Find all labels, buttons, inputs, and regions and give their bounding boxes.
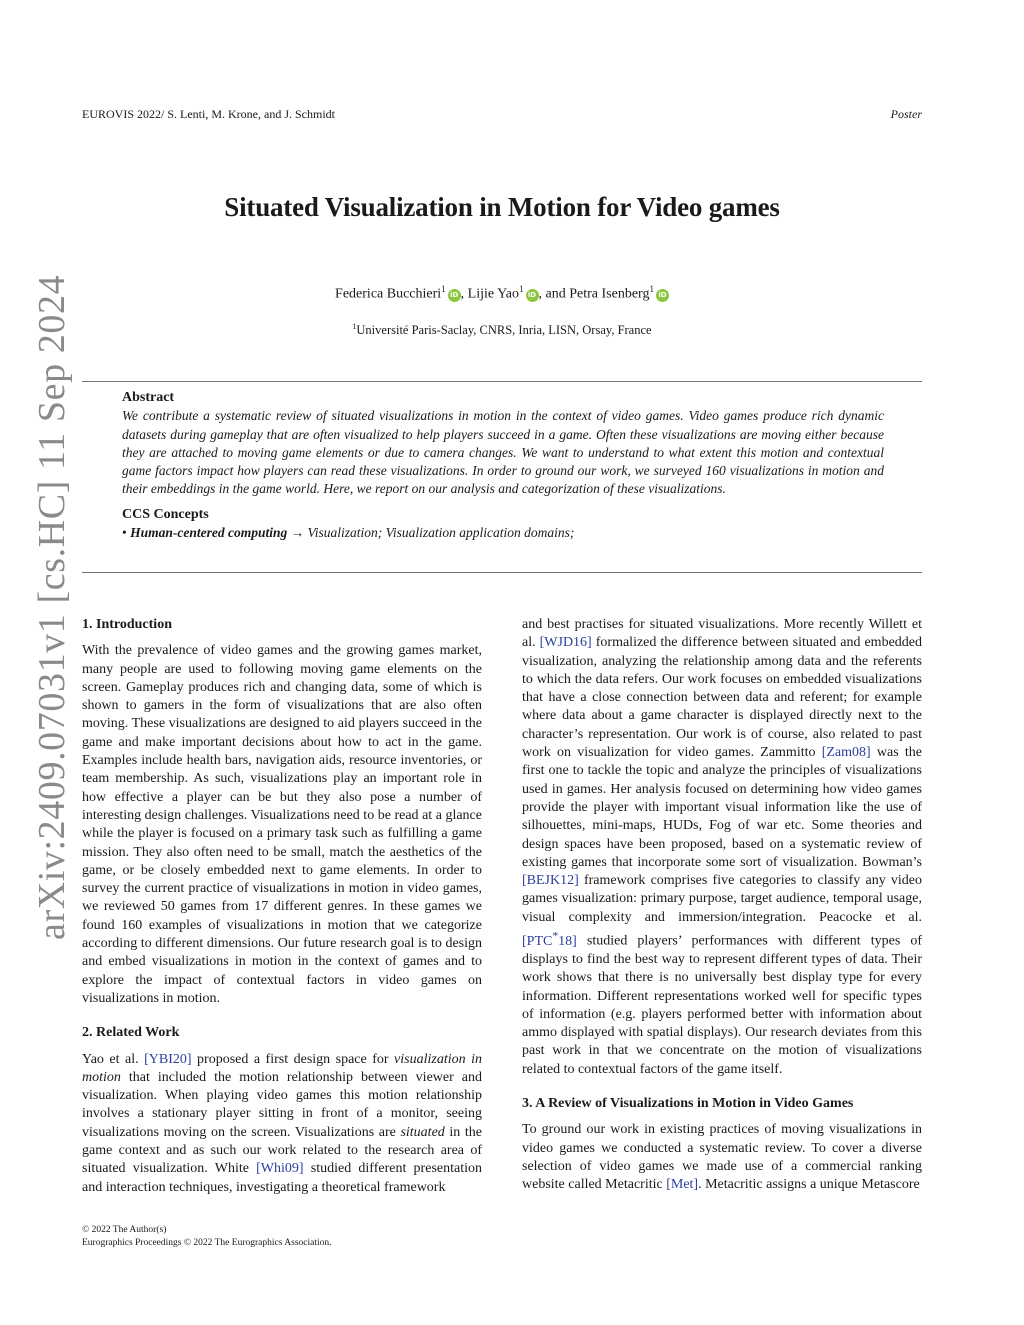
emphasis: visualization in motion — [82, 1051, 482, 1085]
orcid-icon[interactable]: iD — [656, 289, 669, 302]
ccs-subcategory: Visualization; Visualization application domains; — [307, 525, 575, 541]
ccs-arrow: → — [287, 525, 308, 541]
right-column — [522, 616, 922, 1195]
ccs-concepts — [122, 524, 884, 542]
citation-link[interactable]: [BEJK12] — [522, 873, 579, 889]
orcid-icon[interactable]: iD — [526, 289, 539, 302]
ccs-category: Human-centered computing — [130, 525, 288, 541]
citation-link[interactable]: [WJD16] — [539, 635, 592, 651]
citation-link[interactable]: [Met] — [666, 1177, 699, 1193]
author-separator: , — [460, 286, 468, 302]
text-run: Yao et al. — [82, 1051, 145, 1067]
abstract-text: We contribute a systematic review of situated visualizations in motion in the context of video games. Video games produce rich dynamic datasets during gameplay that are often visualized to help players succeed in a game. Often these visualizations are moving either because they are attached to moving game elements or due to camera changes. We want to understand to what extent this motion and contextual game factors impact how players can read these visualizations. In order to ground our work, we surveyed 160 visualizations in motion and their embeddings in the game world. Here, we report on our analysis and categorization of these visualizations. — [122, 408, 884, 497]
text-run: . Metacritic assigns a unique Metascore — [698, 1177, 920, 1193]
abstract-top-rule — [82, 381, 922, 382]
author-name: Lijie Yao — [467, 286, 520, 302]
related-work-continued — [522, 616, 922, 1079]
copyright-footer — [82, 1224, 332, 1250]
citation-link[interactable]: [YBI20] — [144, 1051, 192, 1067]
citation-part: [PTC — [522, 933, 553, 949]
abstract-bottom-rule — [82, 572, 922, 573]
citation-link[interactable]: [Zam08] — [821, 745, 871, 761]
author-separator: , and — [538, 286, 570, 302]
citation-link[interactable]: [Whi09] — [256, 1161, 304, 1177]
section-heading-review: 3. A Review of Visualizations in Motion in Video Games — [522, 1096, 854, 1112]
text-run: and best practises for situated visualizations. More recently Willett et al. — [522, 617, 922, 651]
ccs-heading: CCS Concepts — [122, 506, 209, 522]
poster-label: Poster — [890, 107, 922, 121]
author-affil-mark: 1 — [519, 284, 524, 294]
author-affil-mark: 1 — [649, 284, 654, 294]
left-column — [82, 616, 482, 1197]
text-run: studied different presentation and interaction techniques, investigating a theoretical framework — [82, 1161, 482, 1195]
paper-title: Situated Visualization in Motion for Video games — [224, 192, 780, 222]
citation-star: * — [552, 929, 559, 943]
related-work-text — [82, 1051, 482, 1197]
text-run: formalized the difference between situated and embedded visualization, analyzing the relationship among data and the referents to which the data refers. Our work focuses on embedded visualizations that have a close connection between data and referent; for example where data about a game character is displayed directly next to the character’s representation. Our work is of course, also related to past work on visualization for video games. Zammitto — [522, 635, 922, 761]
text-run: framework comprises five categories to classify any video games visualization: primary purpose, target audience, temporal usage, visual complexity and immersion/integration. Peacocke et al. — [522, 873, 922, 925]
text-run: proposed a first design space for — [191, 1051, 395, 1067]
abstract-heading: Abstract — [122, 390, 175, 405]
citation-part: 18] — [558, 933, 577, 949]
affiliation — [0, 322, 1004, 338]
author-list — [0, 284, 1004, 303]
running-header: EUROVIS 2022/ S. Lenti, M. Krone, and J. Schmidt — [82, 107, 335, 121]
author-name: Federica Bucchieri — [335, 286, 442, 302]
section-heading-related-work: 2. Related Work — [82, 1025, 180, 1041]
review-text — [522, 1121, 922, 1194]
arxiv-stamp: arXiv:2409.07031v1 [cs.HC] 11 Sep 2024 — [31, 274, 73, 940]
author-affil-mark: 1 — [441, 284, 446, 294]
footer-proceedings: Eurographics Proceedings © 2022 The Eurographics Association. — [82, 1238, 332, 1248]
text-run: was the first one to tackle the topic and analyze the principles of visualizations used in games. Her analysis focused on determining how video games provide the player with important visual information like the use of silhouettes, mini-maps, HUDs, Fog of war etc. Some theories and design spaces have been proposed, based on a systematic review of existing games that incorporate some sort of visualization. Bowman’s — [522, 745, 922, 870]
footer-copyright: © 2022 The Author(s) — [82, 1225, 167, 1235]
affiliation-text: Université Paris-Saclay, CNRS, Inria, LISN, Orsay, France — [356, 323, 652, 338]
section-heading-introduction: 1. Introduction — [82, 617, 172, 632]
text-run: that included the motion relationship between viewer and visualization. When playing video games this motion relationship involves a stationary player sitting in front of a monitor, seeing visualizations moving on the screen. Visualizations are — [82, 1069, 482, 1140]
abstract-block — [122, 389, 884, 542]
text-run: To ground our work in existing practices of moving visualizations in video games we conducted a systematic review. To cover a diverse selection of video games we made use of a commercial ranking website called Metacritic — [522, 1122, 922, 1193]
emphasis: situated — [400, 1124, 445, 1140]
text-run: in the game context and as such our work related to the research area of situated visualization. White — [82, 1124, 482, 1177]
text-run: studied players’ performances with different types of displays to find the best way to represent different types of data. Their work shows that there is no universally best display type for every information. Different representations worked well for specific types of information (e.g. players performed better with information about ammo displayed with spatial displays). Our research deviates from this past work in that we concentrate on the motion of visualizations related to contextual factors of the game itself. — [522, 933, 922, 1077]
orcid-icon[interactable]: iD — [448, 289, 461, 302]
author-name: Petra Isenberg — [569, 286, 650, 302]
introduction-text: With the prevalence of video games and the growing games market, many people are used to following moving game elements on the screen. Gameplay produces rich and changing data, some of which is shown to gamers in the form of visualizations that are also often moving. These visualizations are designed to aid players succeed in the game and make important decisions about how to act in the game. Examples include health bars, navigation aids, resource inventories, or team membership. As such, visualizations play an important role in how effective a player can be but they also pose a number of interesting design challenges. Visualizations need to be read at a glance while the player is focused on a primary task such as fulfilling a game mission. They also often need to be small, match the aesthetics of the game, or be closely embedded next to game elements. In order to survey the current practice of visualizations in motion in video games, we reviewed 50 games from 17 different genres. In these games we found 160 examples of visualizations in motion that we categorize according to different dimensions. Our future research goal is to design and embed visualizations in motion in the context of games and to explore the impact of contextual factors in video games on visualizations in motion. — [82, 643, 482, 1006]
ccs-bullet: • — [122, 525, 131, 541]
affiliation-mark: 1 — [352, 322, 357, 331]
citation-link[interactable] — [522, 929, 577, 949]
